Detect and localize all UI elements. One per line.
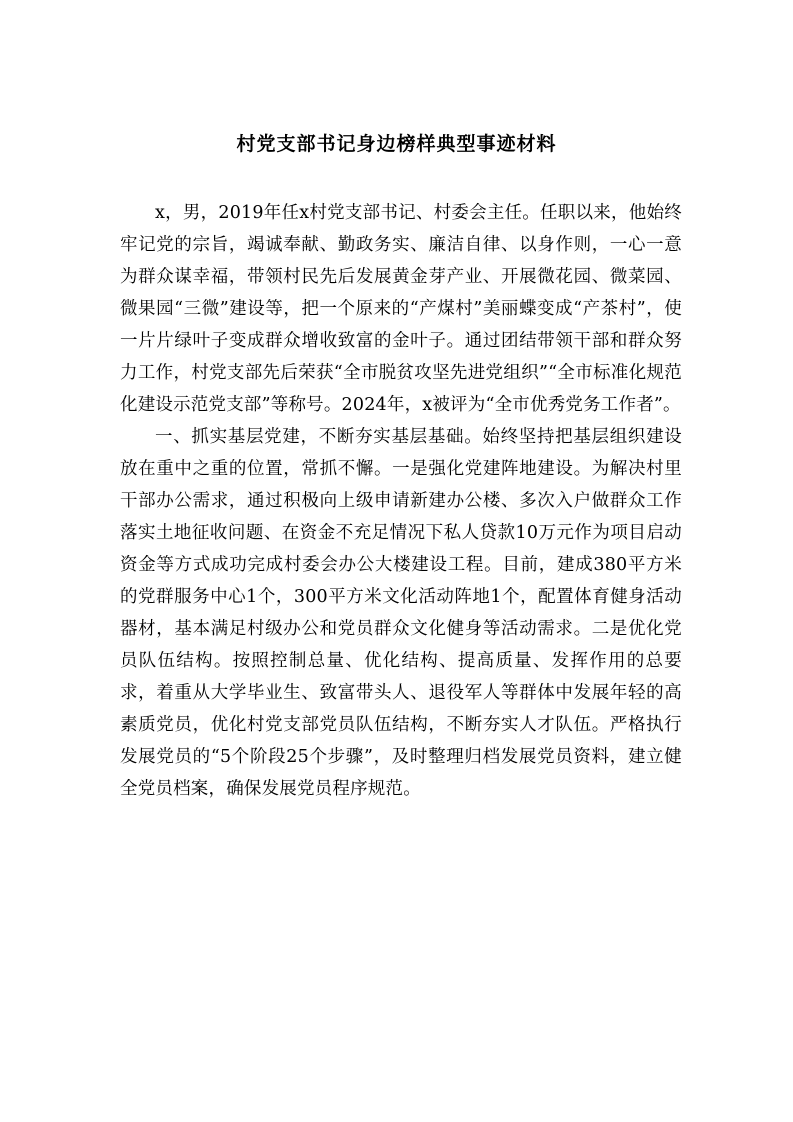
document-title: 村党支部书记身边榜样典型事迹材料: [236, 133, 557, 155]
intro-paragraph: x，男，2019年任x村党支部书记、村委会主任。任职以来，他始终牢记党的宗旨，竭诚奉献、勤政务实、廉洁自律、以身作则，一心一意为群众谋幸福，带领村民先后发展黄金芽产业、开展微花园、微菜园、微果园“三微”建设等，把一个原来的“产煤村”美丽蝶变成“产茶村”，使一片片绿叶子变成群众增收致富的金叶子。通过团结带领干部和群众努力工作，村党支部先后荣获“全市脱贫攻坚先进党组织”“全市标准化规范化建设示范党支部”等称号。2024年，x被评为“全市优秀党务工作者”。: [120, 203, 682, 415]
document-body: [120, 197, 682, 805]
section-one-paragraph: 一、抓实基层党建，不断夯实基层基础。始终坚持把基层组织建设放在重中之重的位置，常抓不懈。一是强化党建阵地建设。为解决村里干部办公需求，通过积极向上级申请新建办公楼、多次入户做群众工作落实土地征收问题、在资金不充足情况下私人贷款10万元作为项目启动资金等方式成功完成村委会办公大楼建设工程。目前，建成380平方米的党群服务中心1个，300平方米文化活动阵地1个，配置体育健身活动器材，基本满足村级办公和党员群众文化健身等活动需求。二是优化党员队伍结构。按照控制总量、优化结构、提高质量、发挥作用的总要求，着重从大学毕业生、致富带头人、退役军人等群体中发展年轻的高素质党员，优化村党支部党员队伍结构，不断夯实人才队伍。严格执行发展党员的“5个阶段25个步骤”，及时整理归档发展党员资料，建立健全党员档案，确保发展党员程序规范。: [120, 427, 682, 799]
